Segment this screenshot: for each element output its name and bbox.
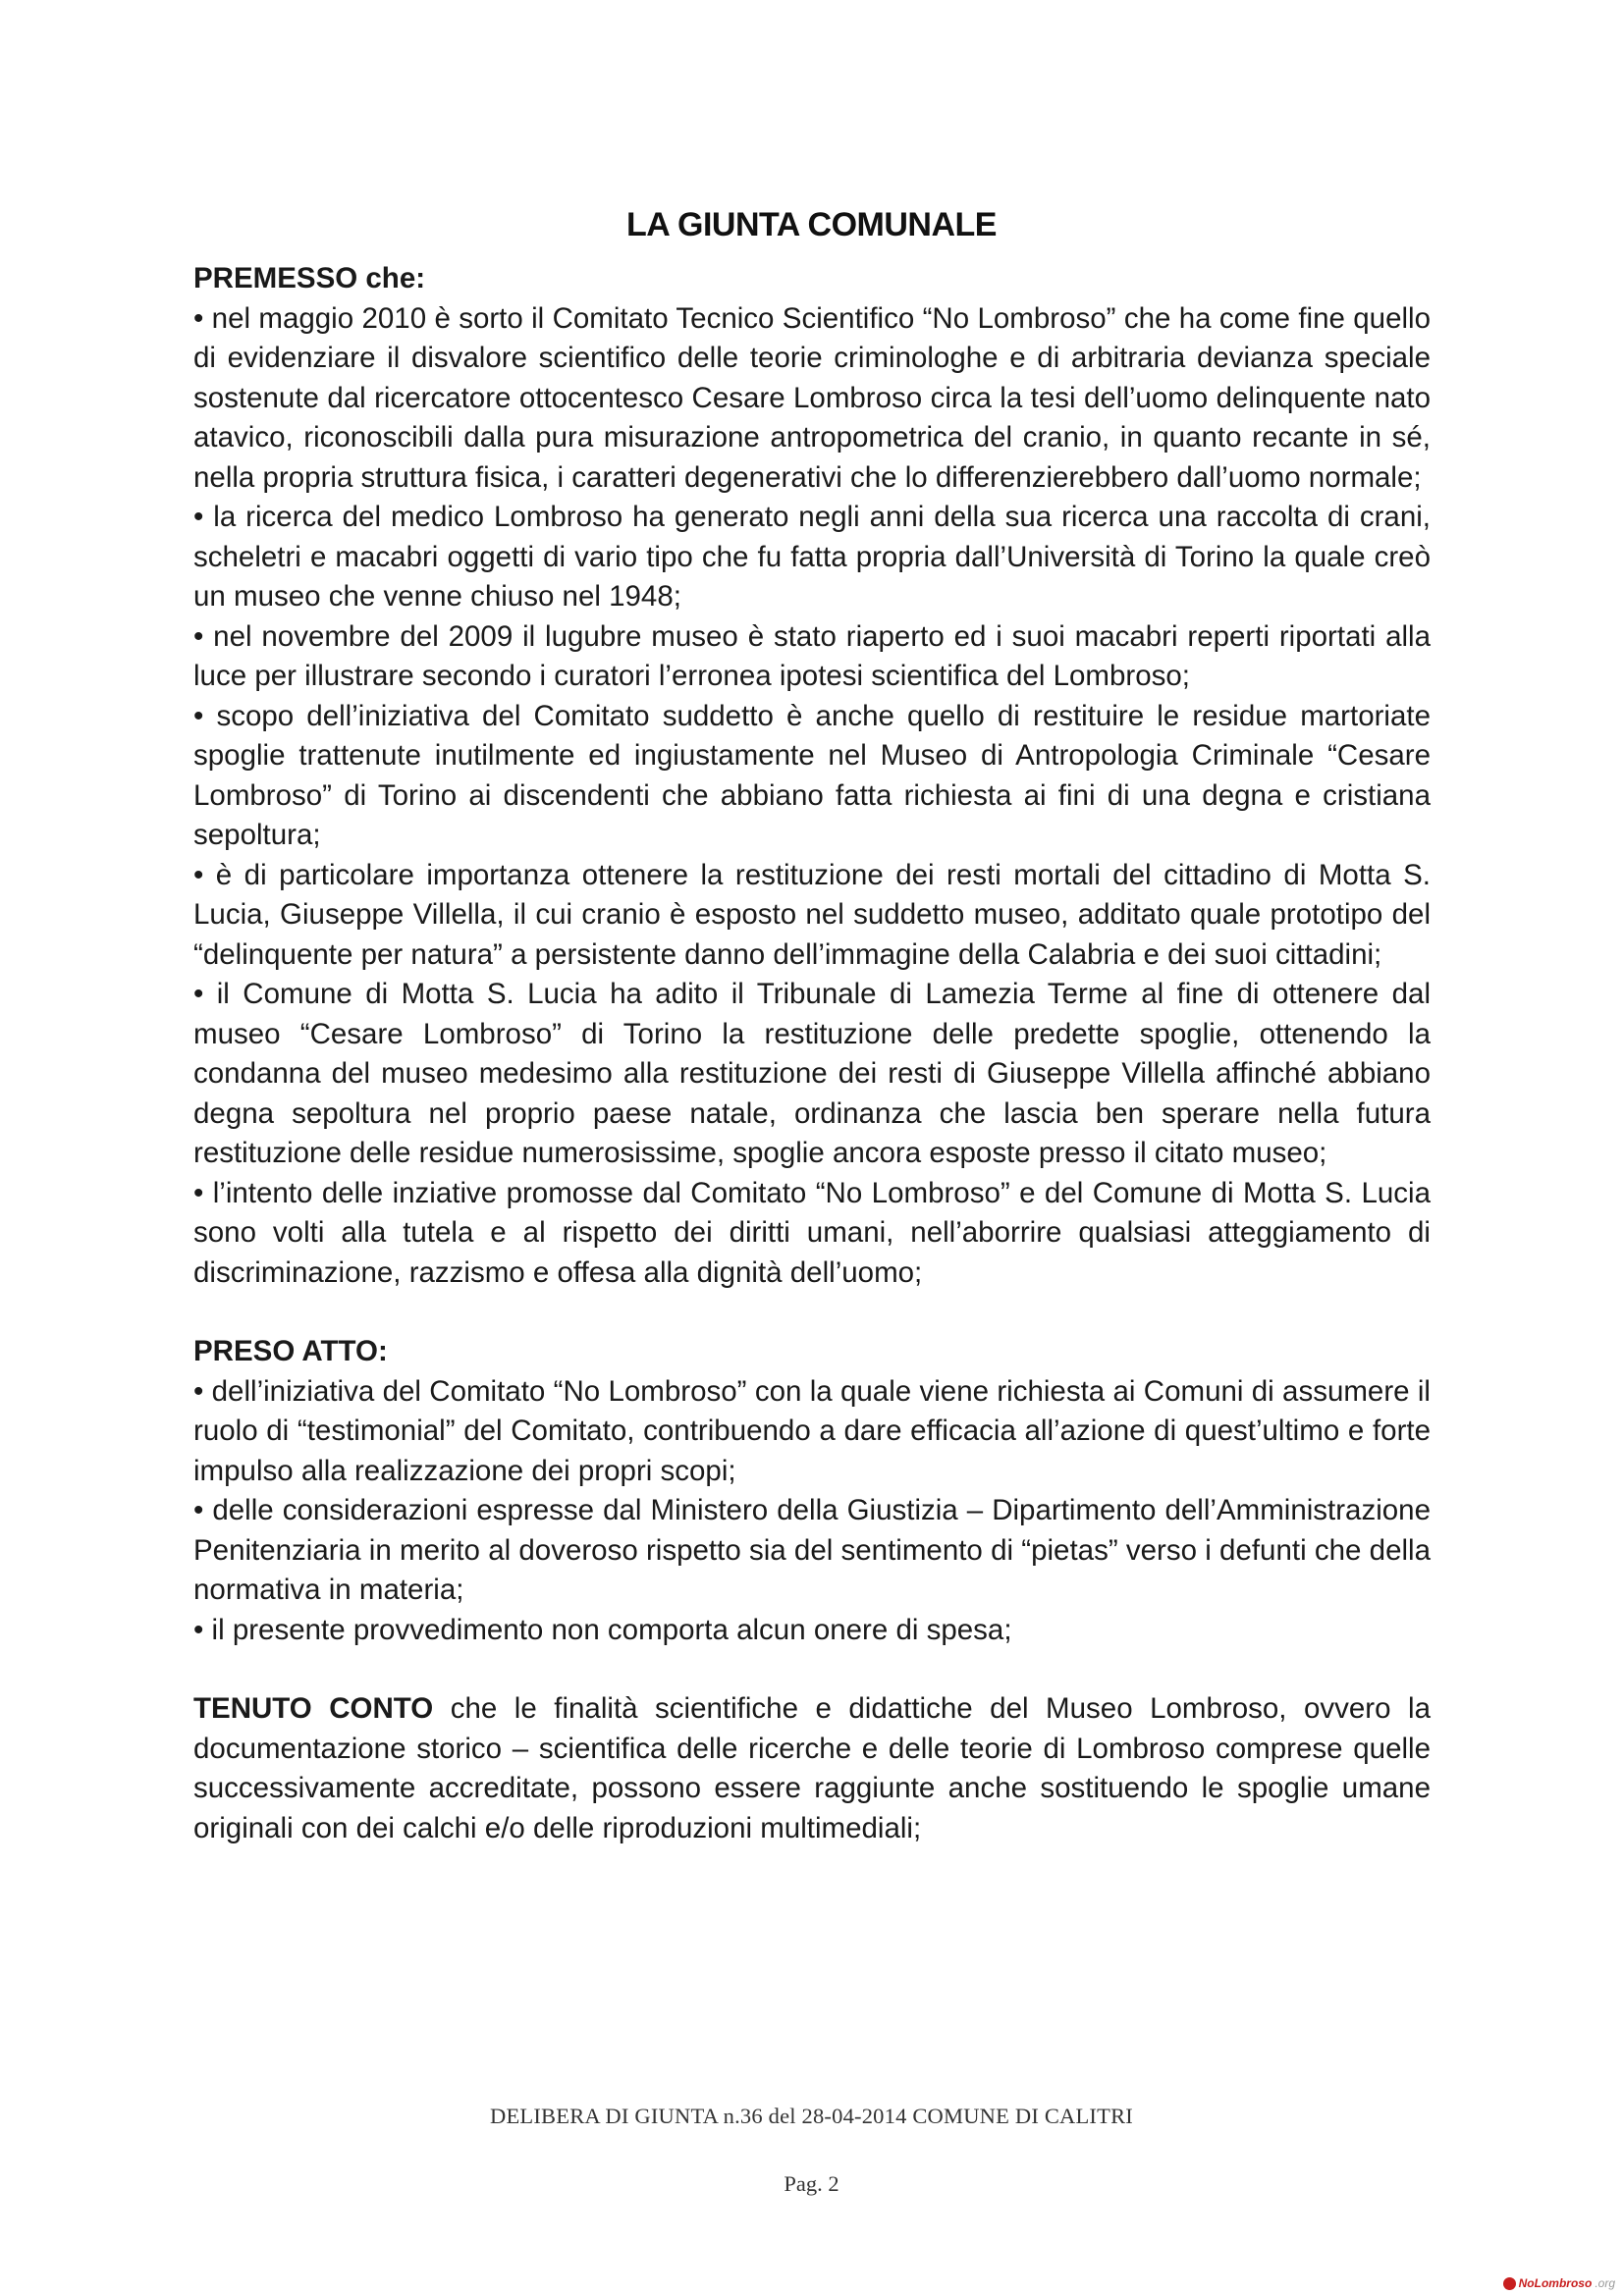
document-body <box>193 259 1431 1848</box>
page-number: Pag. 2 <box>784 2171 839 2196</box>
tenuto-conto-text: che le finalità scientifiche e didattiche del Museo Lombroso, ovvero la documentazione storico – scientifica delle ricerche e delle teorie di Lombroso comprese quelle successivamente accreditate, possono essere raggiunte anche sostituendo le spoglie umane originali con dei calchi e/o delle riproduzioni multimediali; <box>193 1692 1431 1844</box>
premesso-item: • il Comune di Motta S. Lucia ha adito il Tribunale di Lamezia Terme al fine di ottenere dal museo “Cesare Lombroso” di Torino la restituzione delle predette spoglie, ottenendo la condanna del museo medesimo alla restituzione dei resti di Giuseppe Villella affinché abbiano degna sepoltura nel proprio paese natale, ordinanza che lascia ben sperare nella futura restituzione delle residue numerosissime, spoglie ancora esposte presso il citato museo; <box>193 978 1431 1169</box>
premesso-item: • la ricerca del medico Lombroso ha generato negli anni della sua ricerca una raccolta di crani, scheletri e macabri oggetti di vario tipo che fu fatta propria dall’Università di Torino la quale creò un museo che venne chiuso nel 1948; <box>193 501 1431 613</box>
preso-atto-item: • il presente provvedimento non comporta alcun onere di spesa; <box>193 1613 1012 1646</box>
preso-atto-item: • dell’iniziativa del Comitato “No Lombroso” con la quale viene richiesta ai Comuni di assumere il ruolo di “testimonial” del Comitato, contribuendo a dare efficacia all’azione di quest’ultimo e forte impulso alla realizzazione dei propri scopi; <box>193 1374 1431 1487</box>
tenuto-conto-paragraph <box>193 1689 1431 1848</box>
premesso-heading: PREMESSO che: <box>193 262 426 294</box>
premesso-item: • nel novembre del 2009 il lugubre museo è stato riaperto ed i suoi macabri reperti riportati alla luce per illustrare secondo i curatori l’erronea ipotesi scientifica del Lombroso; <box>193 619 1431 692</box>
footer-reference: DELIBERA DI GIUNTA n.36 del 28-04-2014 COMUNE DI CALITRI <box>490 2104 1133 2128</box>
preso-atto-item: • delle considerazioni espresse dal Ministero della Giustizia – Dipartimento dell’Amministrazione Penitenziaria in merito al doveroso rispetto sia del sentimento di “pietas” verso i defunti che della normativa in materia; <box>193 1494 1431 1606</box>
tenuto-conto-heading: TENUTO CONTO <box>193 1692 434 1725</box>
premesso-item: • l’intento delle inziative promosse dal Comitato “No Lombroso” e del Comune di Motta S. Lucia sono volti alla tutela e al rispetto dei diritti umani, nell’aborrire qualsiasi atteggiamento di discriminazione, razzismo e offesa alla dignità dell’uomo; <box>193 1176 1431 1289</box>
preso-atto-heading: PRESO ATTO: <box>193 1335 388 1367</box>
watermark-tld: .org <box>1595 2276 1615 2290</box>
section-spacer <box>193 1293 1431 1332</box>
premesso-item: • nel maggio 2010 è sorto il Comitato Tecnico Scientifico “No Lombroso” che ha come fine quello di evidenziare il disvalore scientifico delle teorie criminologhe e di arbitraria devianza speciale sostenute dal ricercatore ottocentesco Cesare Lombroso circa la tesi dell’uomo delinquente nato atavico, riconoscibili dalla pura misurazione antropometrica del cranio, in quanto recante in sé, nella propria struttura fisica, i caratteri degenerativi che lo differenzierebbero dall’uomo normale; <box>193 301 1431 494</box>
watermark <box>1503 2276 1615 2290</box>
document-title: LA GIUNTA COMUNALE <box>626 206 997 243</box>
nolombroso-logo-icon <box>1503 2277 1516 2290</box>
premesso-item: • scopo dell’iniziativa del Comitato suddetto è anche quello di restituire le residue martoriate spoglie trattenute inutilmente ed ingiustamente nel Museo di Antropologia Criminale “Cesare Lombroso” di Torino ai discendenti che abbiano fatta richiesta ai fini di una degna e cristiana sepoltura; <box>193 699 1431 851</box>
section-spacer <box>193 1650 1431 1689</box>
watermark-name: NoLombroso <box>1518 2276 1593 2290</box>
premesso-item: • è di particolare importanza ottenere la restituzione dei resti mortali del cittadino di Motta S. Lucia, Giuseppe Villella, il cui cranio è esposto nel suddetto museo, additato quale prototipo del “delinquente per natura” a persistente danno dell’immagine della Calabria e dei suoi cittadini; <box>193 858 1431 971</box>
